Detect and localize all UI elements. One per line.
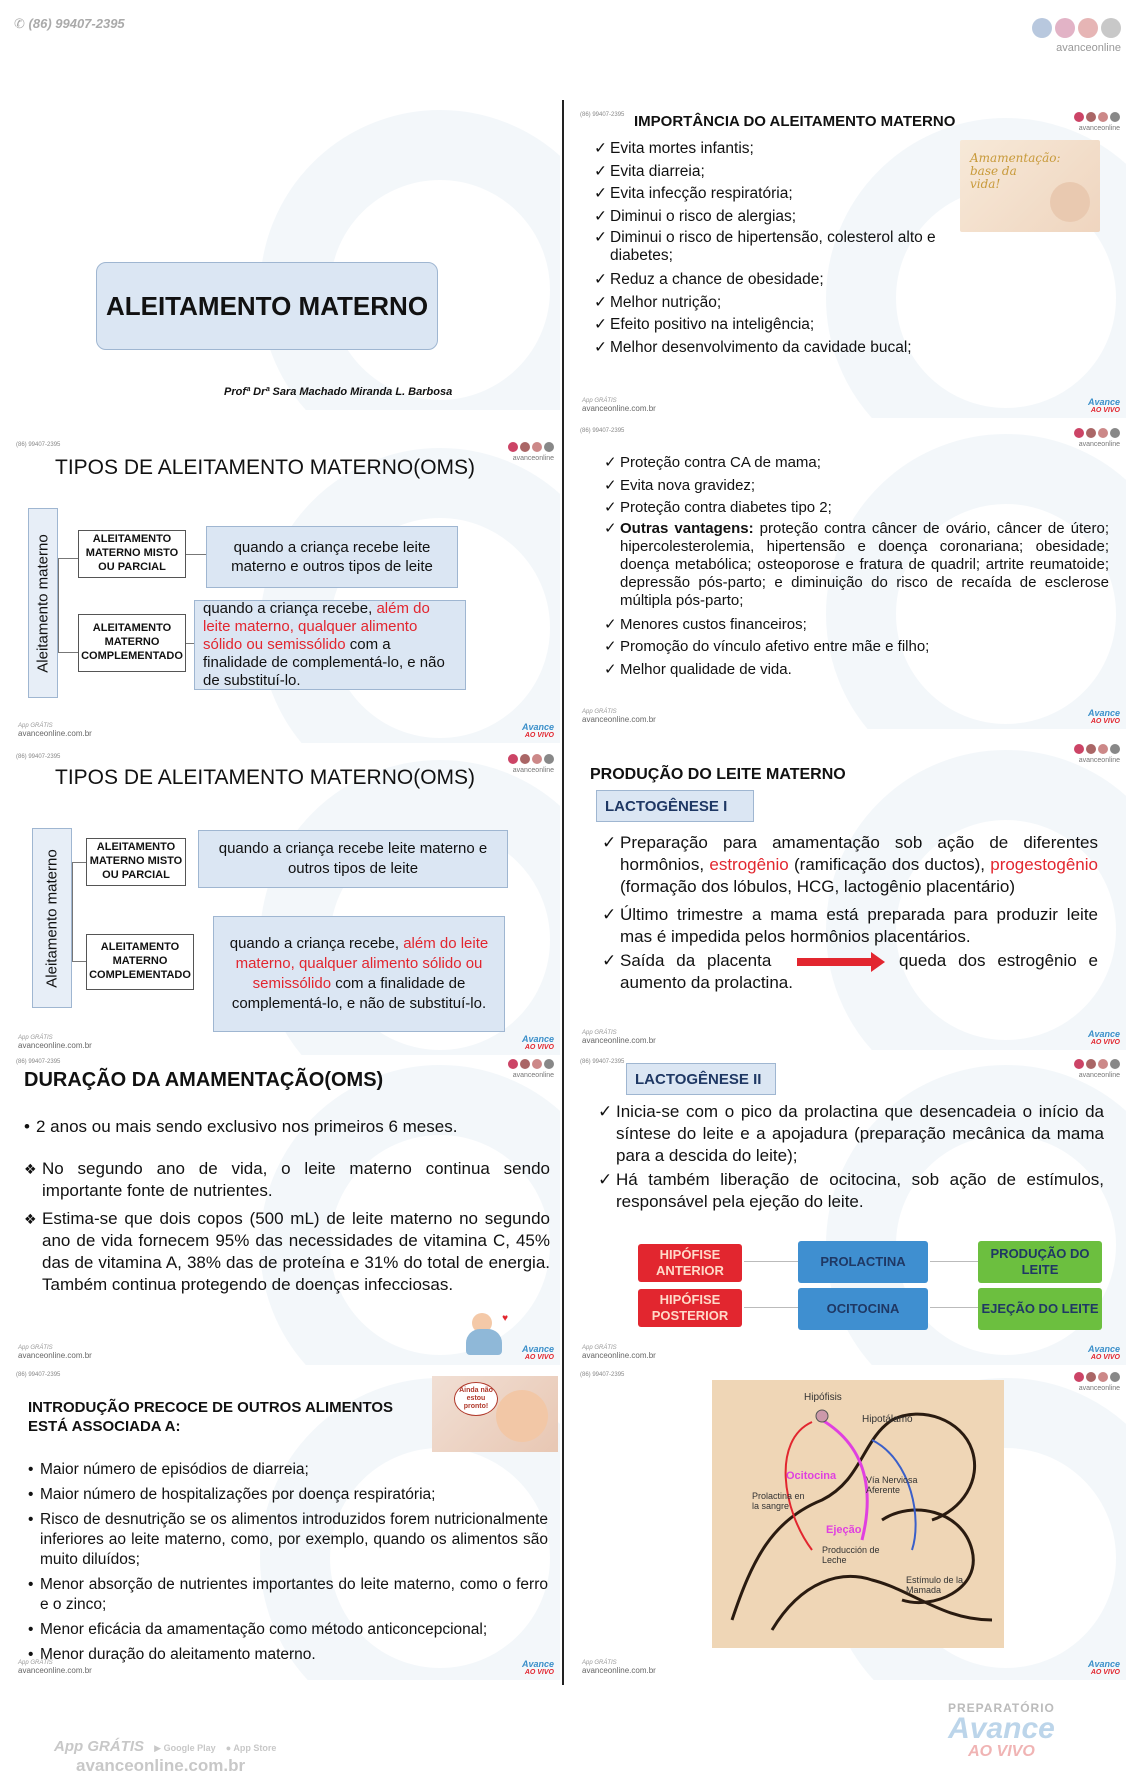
flow-arrow <box>930 1307 978 1308</box>
list-item: ✓ Evita diarreia; <box>594 161 974 184</box>
arrow-right-icon <box>797 958 873 966</box>
slide-introducao: (86) 99407-2395 INTRODUÇÃO PRECOCE DE OUTROS ALIMENTOS ESTÁ ASSOCIADA A: Ainda não estou pronto! • Maior número de episódios de diarreia; • Maior número de hospitalizações por doença respiratória; • Risco de desnutrição se os alimentos introduzidos forem nutricionalmente inferiores ao leite materno, como, por exemplo, quando os alimentos são muito diluídos; • Menor absorção de nutrientes importantes do leite materno, como o ferro e o zinco; • Menor eficácia da amamentação como método anticoncepcional; • Menor duração do aleitamento materno. App GRÁTIS avanceonline.com.br Avance AO VIVO <box>10 1368 560 1680</box>
slide-tipos-2: (86) 99407-2395 avanceonline TIPOS DE ALEITAMENTO MATERNO(OMS) Aleitamento materno ALEITAMENTO MATERNO MISTO OU PARCIAL ALEITAMENTO MATERNO COMPLEMENTADO quando a criança recebe leite materno e outros tipos de leite quando a criança recebe, além do leite materno, qualquer alimento sólido ou semissólido com a finalidade de complementá-lo, e não de substituí-lo. App GRÁTIS avanceonline.com.br Avance AO VIVO <box>10 750 560 1055</box>
diagram-label: Estímulo de la Mamada <box>906 1575 964 1595</box>
type-label: ALEITAMENTO MATERNO COMPLEMENTADO <box>78 614 186 672</box>
footer-logo: Avance AO VIVO <box>521 1659 554 1676</box>
slide-title-text: TIPOS DE ALEITAMENTO MATERNO(OMS) <box>55 456 476 479</box>
connector <box>58 558 78 653</box>
brand-dots <box>508 754 554 764</box>
type-label: ALEITAMENTO MATERNO MISTO OU PARCIAL <box>86 838 186 886</box>
slide-title-text: ALEITAMENTO MATERNO <box>105 290 429 321</box>
diagram-label: Prolactina en la sangre <box>752 1491 805 1511</box>
diagram-label: Hipotálamo <box>862 1414 913 1425</box>
image-caption: Amamentação: base da vida! <box>970 151 1061 192</box>
type-description: quando a criança recebe leite materno e outros tipos de leite <box>198 830 508 888</box>
flow-arrow <box>930 1261 978 1262</box>
flow-arrow <box>744 1261 798 1262</box>
list-item: • Menor absorção de nutrientes importantes do leite materno, como o ferro e o zinco; <box>28 1575 548 1615</box>
slide-lactogenese-2: (86) 99407-2395 avanceonline LACTOGÊNESE II ✓ Inicia-se com o pico da prolactina que desencadeia o início da síntese do leite e a apojadura (preparação mecânica da mama para a descida do leite); ✓ Há também liberação de ocitocina, sob ação de estímulos, responsável pela ejeção do leite. HIPÓFISE ANTERIOR HIPÓFISE POSTERIOR PROLACTINA OCITOCINA PRODUÇÃO DO LEITE EJEÇÃO DO LEITE App GRÁTIS avanceonline.com.br Avance AO VIVO <box>574 1055 1126 1365</box>
breastfeeding-image <box>960 140 1100 232</box>
list-item: ✓ Evita mortes infantis; <box>594 138 974 161</box>
footer-site: App GRÁTIS avanceonline.com.br <box>18 723 92 739</box>
flow-ocitocina: OCITOCINA <box>798 1288 928 1330</box>
center-divider <box>562 100 564 1685</box>
type-description: quando a criança recebe, além do leite materno, qualquer alimento sólido ou semissólido com a finalidade de complementá-lo, e não de substituí-lo. <box>213 916 505 1032</box>
footer-site: App GRÁTIS avanceonline.com.br <box>582 1660 656 1676</box>
footer-logo: Avance AO VIVO <box>521 722 554 739</box>
slide-tipos-1: (86) 99407-2395 avanceonline TIPOS DE ALEITAMENTO MATERNO(OMS) Aleitamento materno ALEITAMENTO MATERNO MISTO OU PARCIAL ALEITAMENTO MATERNO COMPLEMENTADO quando a criança recebe leite materno e outros tipos de leite quando a criança recebe, além do leite materno, qualquer alimento sólido ou semissólido com a finalidade de complementá-lo, e não de substituí-lo. App GRÁTIS avanceonline.com.br Avance AO VIVO <box>10 438 560 743</box>
page-footer-site[interactable]: avanceonline.com.br <box>76 1756 246 1775</box>
list-item: ✓ Inicia-se com o pico da prolactina que desencadeia o início da síntese do leite e a apojadura (preparação mecânica da mama para a descida do leite); <box>598 1101 1104 1167</box>
diagram-label: Ejeção <box>826 1524 862 1536</box>
flow-hipofise-anterior: HIPÓFISE ANTERIOR <box>638 1244 742 1282</box>
baby-illustration <box>1050 182 1090 222</box>
flow-arrow <box>744 1307 798 1308</box>
brand-dots <box>1074 1059 1120 1069</box>
youtube-icon[interactable] <box>1078 18 1098 38</box>
list-item: ✓ Evita nova gravidez; <box>604 475 1109 498</box>
footer-site: App GRÁTIS avanceonline.com.br <box>582 1030 656 1046</box>
flow-prolactina: PROLACTINA <box>798 1241 928 1283</box>
benefits-list <box>604 452 1109 681</box>
list-item: ✓ Outras vantagens: proteção contra câncer de ovário, câncer de útero; hipercolesterolemia, hipertensão e doença coronariana; obesidade; doença metabólica; osteoporose e fratura de quadril; artrite reumatoide; depressão pós-parto; e diminuição do risco de recaída de esclerose múltipla pós-parto; <box>604 520 1109 610</box>
list-item: ❖ No segundo ano de vida, o leite materno continua sendo importante fonte de nutrientes. <box>24 1158 550 1202</box>
slide-title-text: TIPOS DE ALEITAMENTO MATERNO(OMS) <box>55 766 476 789</box>
reflex-diagram-drawing <box>712 1380 1004 1648</box>
type-description: quando a criança recebe leite materno e outros tipos de leite <box>206 526 458 588</box>
whatsapp-icon: ✆ <box>14 16 25 31</box>
slide-reflexo: (86) 99407-2395 avanceonline Hipófisis Hipotálamo Ocitocina Prolactina en la sangre Vía Nerviosa Aferente Ejeção Producción de Leche Estímulo de la Mamada App GRÁTIS avanceonline.com.br Avance AO VIVO <box>574 1368 1126 1680</box>
list-item: • Risco de desnutrição se os alimentos introduzidos forem nutricionalmente inferiores ao leite materno, como, por exemplo, quando os alimentos são muito diluídos; <box>28 1510 548 1570</box>
footer-logo: Avance AO VIVO <box>1087 1659 1120 1676</box>
lactogenese-list <box>602 832 1098 994</box>
diagram-label: Vía Nerviosa Aferente <box>866 1475 918 1495</box>
page-header-social <box>1032 18 1121 38</box>
slide-importancia: (86) 99407-2395 avanceonline IMPORTÂNCIA DO ALEITAMENTO MATERNO Amamentação: base da vida! ✓ Evita mortes infantis; ✓ Evita diarreia; ✓ Evita infecção respiratória; ✓ Diminui o risco de alergias; ✓ Diminui o risco de hipertensão, colesterol alto e diabetes; ✓ Reduz a chance de obesidade; ✓ Melhor nutrição; ✓ Efeito positivo na inteligência; ✓ Melhor desenvolvimento da cavidade bucal; App GRÁTIS avanceonline.com.br Avance AO VIVO <box>574 108 1126 418</box>
brand-dots <box>1074 1372 1120 1382</box>
list-item: ✓ Menores custos financeiros; <box>604 614 1109 637</box>
flow-hipofise-posterior: HIPÓFISE POSTERIOR <box>638 1289 742 1327</box>
connector <box>186 643 194 644</box>
footer-logo: Avance AO VIVO <box>1087 1344 1120 1361</box>
list-item: ✓ Preparação para amamentação sob ação de diferentes hormônios, estrogênio (ramificação dos ductos), progestogênio (formação dos lóbulos, HCG, lactogênio placentário) <box>602 832 1098 898</box>
slide-producao: avanceonline PRODUÇÃO DO LEITE MATERNO LACTOGÊNESE I ✓ Preparação para amamentação sob ação de diferentes hormônios, estrogênio (ramificação dos ductos), progestogênio (formação dos lóbulos, HCG, lactogênio placentário) ✓ Último trimestre a mama está preparada para produzir leite mas é impedida pelos hormônios placentários. ✓ Saída da placenta queda dos estrogênio e aumento da prolactina. App GRÁTIS avanceonline.com.br Avance AO VIVO <box>574 740 1126 1050</box>
vertical-label: Aleitamento materno <box>28 508 58 698</box>
page-footer-logo: PREPARATÓRIO Avance AO VIVO <box>948 1701 1055 1760</box>
diagram-label: Producción de Leche <box>822 1545 880 1565</box>
page-footer-app: App GRÁTIS ▶ Google Play ● App Store <box>54 1738 277 1755</box>
apple-icon[interactable]: ● App Store <box>225 1743 277 1753</box>
speech-bubble: Ainda não estou pronto! <box>454 1382 498 1416</box>
title-box <box>96 262 438 350</box>
list-item: ✓ Há também liberação de ocitocina, sob ação de estímulos, responsável pela ejeção do leite. <box>598 1169 1104 1213</box>
brand-dots <box>1074 428 1120 438</box>
list-item: ✓ Reduz a chance de obesidade; <box>594 269 974 292</box>
list-item: • Maior número de episódios de diarreia; <box>28 1460 548 1480</box>
footer-site: App GRÁTIS avanceonline.com.br <box>18 1035 92 1051</box>
slide-title-text: INTRODUÇÃO PRECOCE DE OUTROS ALIMENTOS ESTÁ ASSOCIADA A: <box>28 1399 394 1435</box>
slide-duracao: (86) 99407-2395 avanceonline DURAÇÃO DA AMAMENTAÇÃO(OMS) • 2 anos ou mais sendo exclusivo nos primeiros 6 meses. ❖ No segundo ano de vida, o leite materno continua sendo importante fonte de nutrientes. ❖ Estima-se que dois copos (500 mL) de leite materno no segundo ano de vida fornecem 95% das necessidades de vitamina C, 45% das de vitamina A, 38% das de proteína e 31% do total de energia. Também continua protegendo de doenças infecciosas. ♥ App GRÁTIS avanceonline.com.br Avance AO VIVO <box>10 1055 560 1365</box>
footer-logo: Avance AO VIVO <box>521 1034 554 1051</box>
mother-child-illustration <box>466 1313 508 1355</box>
slide-title-text: PRODUÇÃO DO LEITE MATERNO <box>590 766 846 783</box>
baby-face <box>496 1390 548 1442</box>
slide-title-text: DURAÇÃO DA AMAMENTAÇÃO(OMS) <box>24 1069 384 1091</box>
instagram-icon[interactable] <box>1055 18 1075 38</box>
slide-vantagens: (86) 99407-2395 avanceonline ✓ Proteção contra CA de mama; ✓ Evita nova gravidez; ✓ Proteção contra diabetes tipo 2; ✓ Outras vantagens: proteção contra câncer de ovário, câncer de útero; hipercolesterolemia, hipertensão e doença coronariana; obesidade; doença metabólica; osteoporose e fratura de quadril; artrite reumatoide; depressão pós-parto; e diminuição do risco de recaída de esclerose múltipla pós-parto; ✓ Menores custos financeiros; ✓ Promoção do vínculo afetivo entre mãe e filho; ✓ Melhor qualidade de vida. App GRÁTIS avanceonline.com.br Avance AO VIVO <box>574 424 1126 729</box>
list-item: ✓ Efeito positivo na inteligência; <box>594 314 974 337</box>
footer-site: App GRÁTIS avanceonline.com.br <box>582 709 656 725</box>
page-header-brand: avanceonline <box>1056 42 1121 54</box>
introducao-list <box>28 1460 548 1665</box>
list-item: ✓ Promoção do vínculo afetivo entre mãe e filho; <box>604 636 1109 659</box>
connector <box>186 554 206 555</box>
footer-logo: Avance AO VIVO <box>1087 397 1120 414</box>
slide-title-text: IMPORTÂNCIA DO ALEITAMENTO MATERNO <box>634 113 956 130</box>
list-item: • Menor eficácia da amamentação como método anticoncepcional; <box>28 1620 548 1640</box>
footer-site: App GRÁTIS avanceonline.com.br <box>582 398 656 414</box>
lactogenese-list <box>598 1101 1104 1213</box>
list-item: ✓ Evita infecção respiratória; <box>594 183 974 206</box>
section-label: LACTOGÊNESE II <box>626 1063 776 1095</box>
google-play-icon[interactable]: ▶ Google Play <box>154 1743 216 1753</box>
page-header-phone: ✆ (86) 99407-2395 <box>14 16 125 31</box>
tiktok-icon[interactable] <box>1101 18 1121 38</box>
duracao-list <box>24 1158 550 1296</box>
reflex-diagram <box>712 1380 1004 1648</box>
author: Profª Drª Sara Machado Miranda L. Barbosa <box>224 386 453 398</box>
footer-site: App GRÁTIS avanceonline.com.br <box>18 1345 92 1361</box>
list-item: ✓ Saída da placenta queda dos estrogênio e aumento da prolactina. <box>602 950 1098 994</box>
list-item: ✓ Proteção contra CA de mama; <box>604 452 1109 475</box>
list-item: ✓ Proteção contra diabetes tipo 2; <box>604 497 1109 520</box>
list-item: ✓ Melhor nutrição; <box>594 292 974 315</box>
type-description: quando a criança recebe, além do leite materno, qualquer alimento sólido ou semissólido com a finalidade de complementá-lo, e não de substituí-lo. <box>194 600 466 690</box>
section-label: LACTOGÊNESE I <box>596 790 754 822</box>
list-item: • Maior número de hospitalizações por doença respiratória; <box>28 1485 548 1505</box>
crying-baby-image <box>432 1376 558 1452</box>
flow-ejecao: EJEÇÃO DO LEITE <box>978 1288 1102 1330</box>
brand-dots <box>508 1059 554 1069</box>
list-item: ✓ Melhor qualidade de vida. <box>604 659 1109 682</box>
footer-logo: Avance AO VIVO <box>1087 708 1120 725</box>
slide-title <box>10 100 560 410</box>
footer-logo: Avance AO VIVO <box>521 1344 554 1361</box>
brand-dots <box>1074 112 1120 122</box>
footer-site: App GRÁTIS avanceonline.com.br <box>18 1660 92 1676</box>
connector <box>72 862 86 962</box>
type-label: ALEITAMENTO MATERNO COMPLEMENTADO <box>86 934 194 990</box>
footer-site: App GRÁTIS avanceonline.com.br <box>582 1345 656 1361</box>
heart-icon: ♥ <box>502 1313 508 1324</box>
list-item: ✓ Diminui o risco de alergias; <box>594 206 974 229</box>
diagram-label: Hipófisis <box>804 1392 842 1403</box>
benefits-list <box>594 138 974 360</box>
list-item: • 2 anos ou mais sendo exclusivo nos primeiros 6 meses. <box>24 1117 457 1137</box>
duracao-bullets <box>24 1117 457 1137</box>
list-item: ❖ Estima-se que dois copos (500 mL) de leite materno no segundo ano de vida fornecem 95% das necessidades de vitamina C, 45% das de vitamina A, 38% das de proteína e 31% do total de energia. Também continua protegendo de doenças infecciosas. <box>24 1208 550 1296</box>
list-item: ✓ Último trimestre a mama está preparada para produzir leite mas é impedida pelos hormônios placentários. <box>602 904 1098 948</box>
facebook-icon[interactable] <box>1032 18 1052 38</box>
footer-logo: Avance AO VIVO <box>1087 1029 1120 1046</box>
vertical-label: Aleitamento materno <box>32 828 72 1008</box>
diagram-label: Ocitocina <box>786 1470 837 1482</box>
type-label: ALEITAMENTO MATERNO MISTO OU PARCIAL <box>78 530 186 578</box>
brand-dots <box>508 442 554 452</box>
flow-producao: PRODUÇÃO DO LEITE <box>978 1241 1102 1283</box>
list-item: ✓ Melhor desenvolvimento da cavidade bucal; <box>594 337 974 360</box>
brand-dots <box>1074 744 1120 754</box>
list-item: • Menor duração do aleitamento materno. <box>28 1645 548 1665</box>
list-item: ✓ Diminui o risco de hipertensão, colesterol alto e diabetes; <box>594 229 964 265</box>
